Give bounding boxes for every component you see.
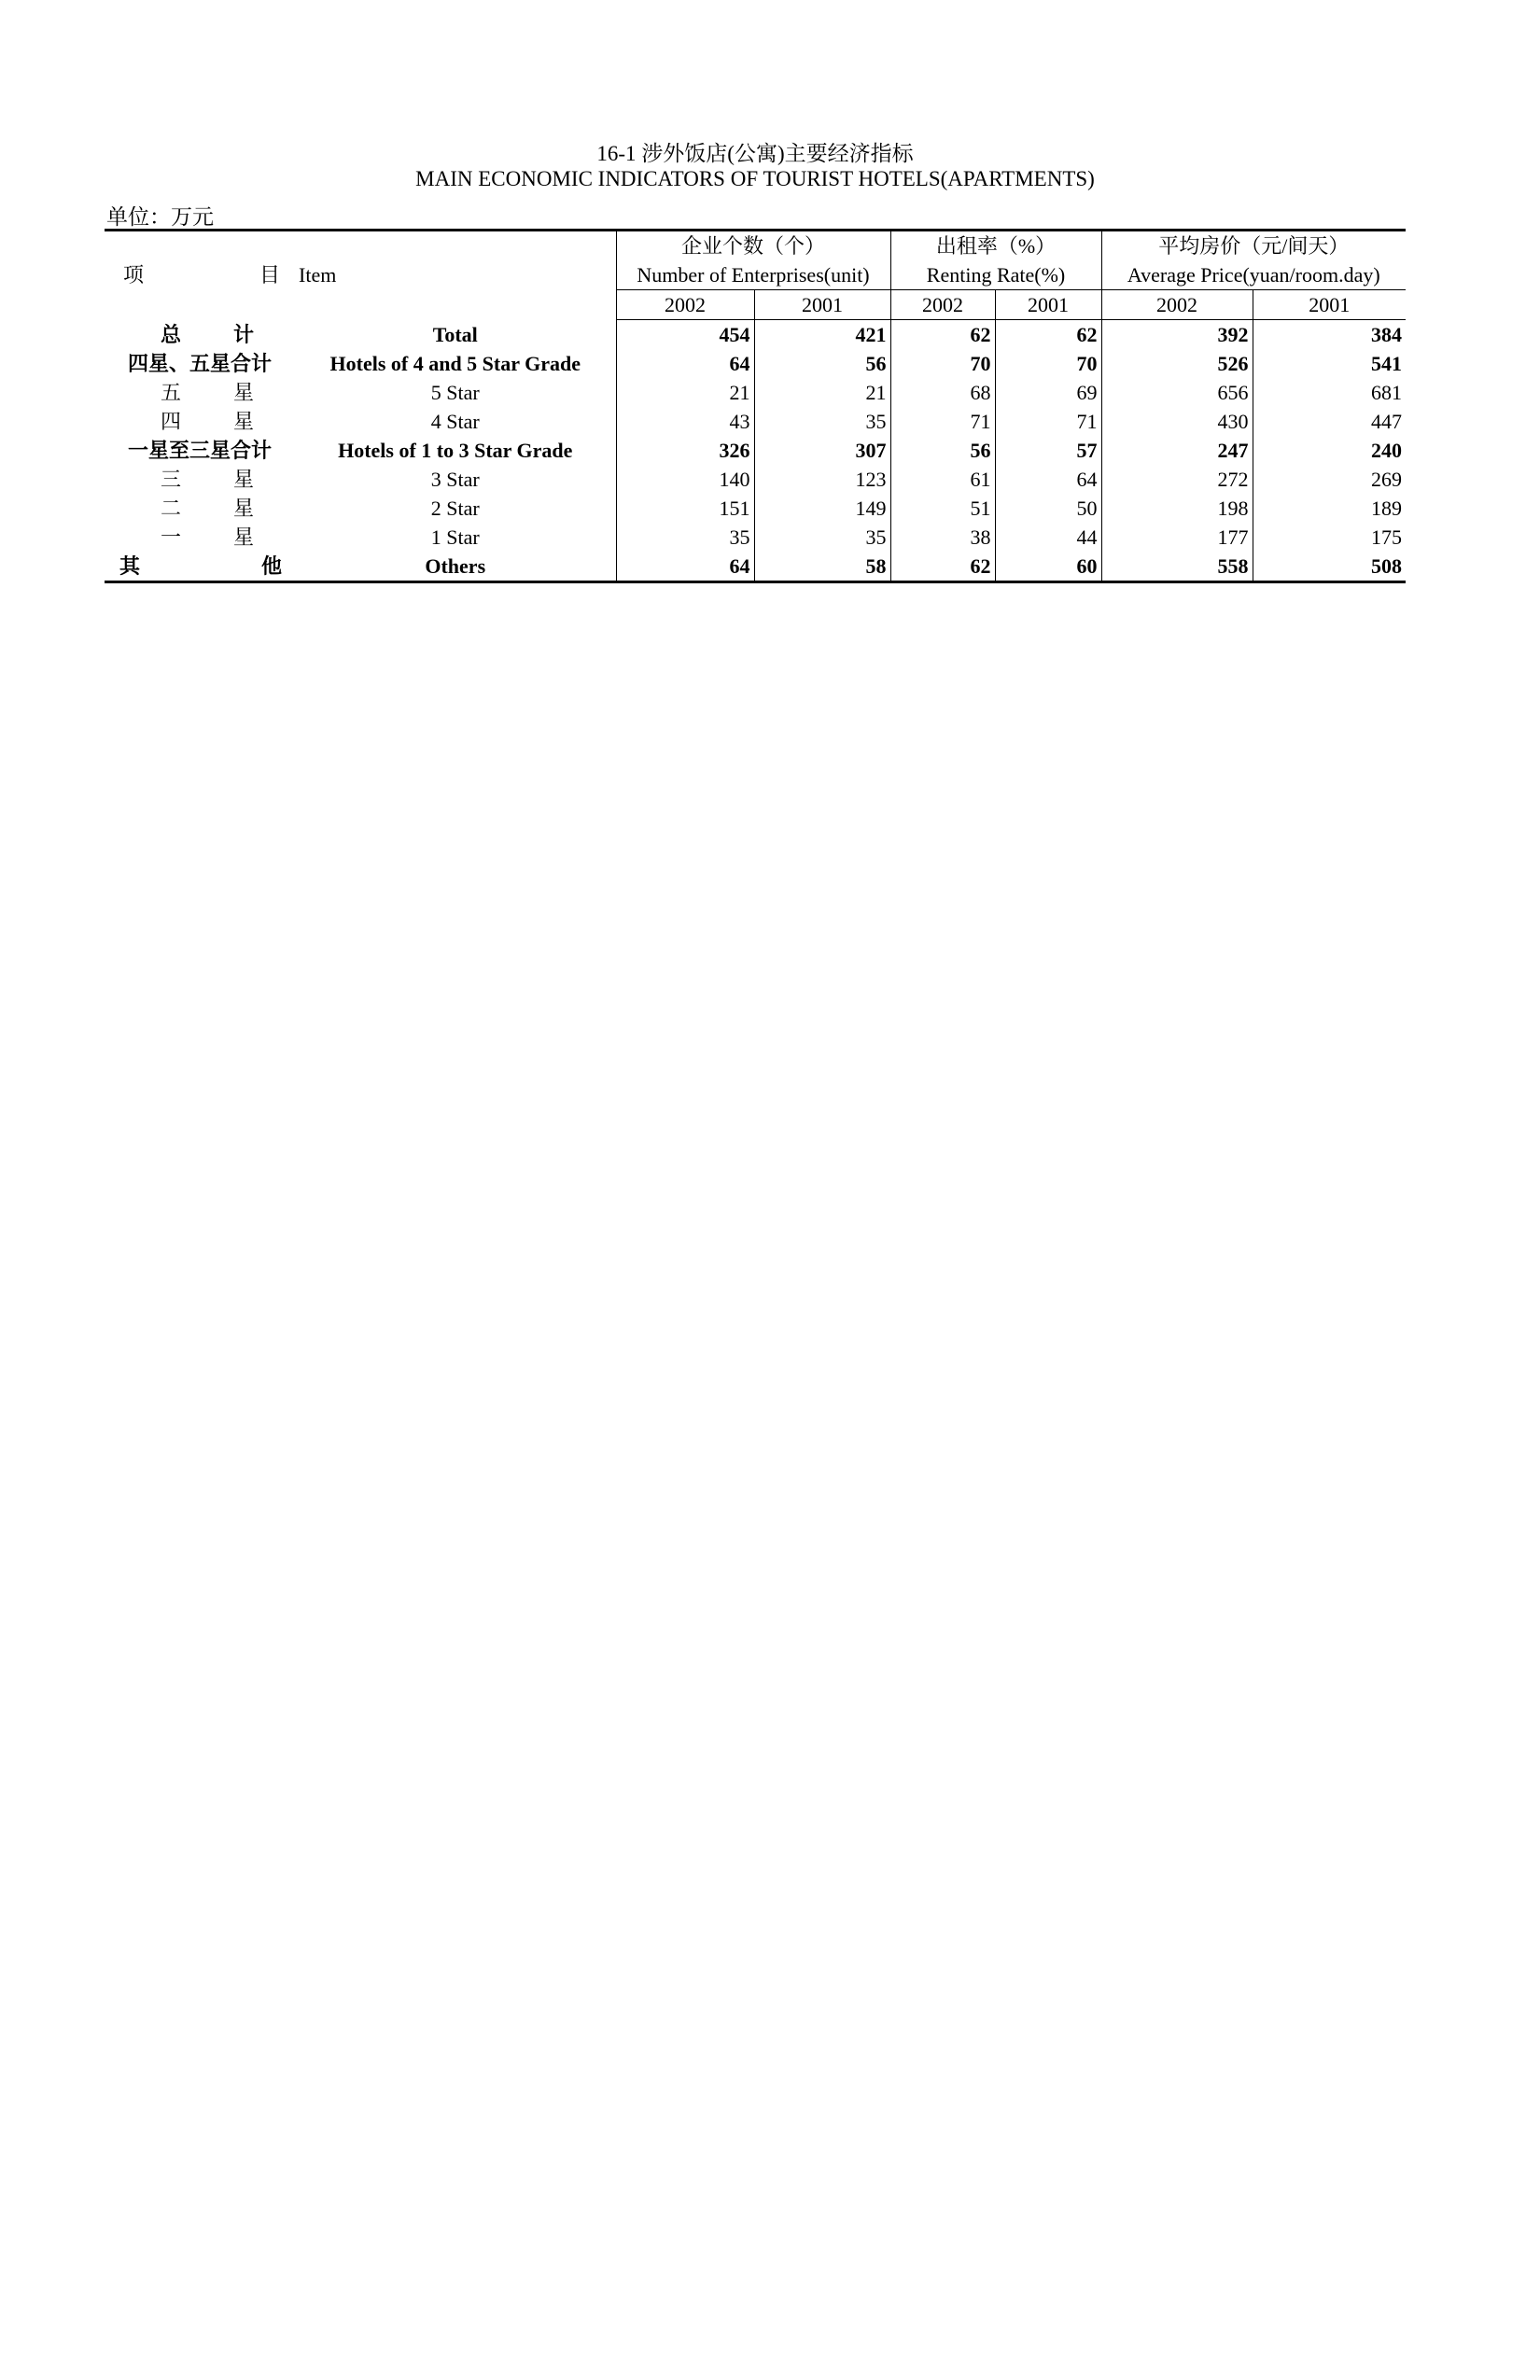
- header-average-price-cn: 平均房价（元/间天）: [1101, 231, 1406, 261]
- row-label-cn: 三 星: [161, 468, 254, 491]
- value-cell: 56: [890, 436, 995, 465]
- header-item-cn: 项 目: [123, 263, 280, 287]
- header-row-en: [105, 260, 1406, 290]
- value-cell: 64: [616, 349, 754, 378]
- row-label-cn: 二 星: [161, 497, 254, 520]
- row-label-cn: 总 计: [161, 322, 254, 346]
- table-row: [105, 552, 1406, 582]
- table-row: [105, 465, 1406, 494]
- value-cell: 71: [890, 407, 995, 436]
- row-label-en: Hotels of 1 to 3 Star Grade: [338, 439, 573, 462]
- header-enterprises-cn: 企业个数（个）: [616, 231, 890, 261]
- value-cell: 454: [616, 320, 754, 350]
- value-cell: 35: [754, 407, 890, 436]
- header-row-cn: [105, 231, 1406, 261]
- value-cell: 269: [1253, 465, 1406, 494]
- header-renting-rate-en: Renting Rate(%): [890, 260, 1101, 290]
- value-cell: 51: [890, 494, 995, 523]
- header-renting-rate-cn: 出租率（%）: [890, 231, 1101, 261]
- value-cell: 35: [754, 523, 890, 552]
- value-cell: 247: [1101, 436, 1253, 465]
- value-cell: 61: [890, 465, 995, 494]
- value-cell: 240: [1253, 436, 1406, 465]
- value-cell: 62: [890, 552, 995, 582]
- row-label-cn: 其 他: [119, 554, 282, 578]
- value-cell: 64: [995, 465, 1101, 494]
- row-label-en: 4 Star: [430, 410, 480, 433]
- value-cell: 58: [754, 552, 890, 582]
- year-cell: 2001: [754, 290, 890, 320]
- value-cell: 57: [995, 436, 1101, 465]
- value-cell: 43: [616, 407, 754, 436]
- year-cell: 2001: [995, 290, 1101, 320]
- value-cell: 384: [1253, 320, 1406, 350]
- value-cell: 392: [1101, 320, 1253, 350]
- row-label-cn: 一星至三星合计: [127, 439, 272, 462]
- value-cell: 149: [754, 494, 890, 523]
- row-label-en: Others: [295, 552, 616, 582]
- value-cell: 62: [995, 320, 1101, 350]
- value-cell: 44: [995, 523, 1101, 552]
- value-cell: 71: [995, 407, 1101, 436]
- year-cell: 2001: [1253, 290, 1406, 320]
- value-cell: 526: [1101, 349, 1253, 378]
- header-average-price-en: Average Price(yuan/room.day): [1101, 260, 1406, 290]
- value-cell: 140: [616, 465, 754, 494]
- value-cell: 56: [754, 349, 890, 378]
- row-label-cn: 一 星: [161, 525, 254, 549]
- page-title-en: MAIN ECONOMIC INDICATORS OF TOURIST HOTELS(APARTMENTS): [415, 167, 1095, 190]
- value-cell: 70: [890, 349, 995, 378]
- value-cell: 21: [616, 378, 754, 407]
- value-cell: 70: [995, 349, 1101, 378]
- value-cell: 50: [995, 494, 1101, 523]
- value-cell: 198: [1101, 494, 1253, 523]
- value-cell: 21: [754, 378, 890, 407]
- value-cell: 62: [890, 320, 995, 350]
- value-cell: 35: [616, 523, 754, 552]
- value-cell: 558: [1101, 552, 1253, 582]
- value-cell: 272: [1101, 465, 1253, 494]
- value-cell: 447: [1253, 407, 1406, 436]
- value-cell: 60: [995, 552, 1101, 582]
- value-cell: 69: [995, 378, 1101, 407]
- table-row: [105, 436, 1406, 465]
- unit-label: 单位：万元: [106, 205, 214, 229]
- row-label-cn: 四星、五星合计: [127, 352, 272, 375]
- value-cell: 326: [616, 436, 754, 465]
- table-row: [105, 407, 1406, 436]
- table-row: [105, 523, 1406, 552]
- year-cell: 2002: [616, 290, 754, 320]
- header-enterprises-en: Number of Enterprises(unit): [616, 260, 890, 290]
- table-row: [105, 320, 1406, 350]
- row-label-en: 5 Star: [430, 381, 480, 404]
- row-label-en: Hotels of 4 and 5 Star Grade: [329, 352, 581, 375]
- year-cell: 2002: [1101, 290, 1253, 320]
- header-item-en: Item: [299, 263, 337, 287]
- value-cell: 151: [616, 494, 754, 523]
- value-cell: 64: [616, 552, 754, 582]
- row-label-cn: 五 星: [161, 381, 254, 404]
- value-cell: 307: [754, 436, 890, 465]
- row-label-cn: 四 星: [161, 410, 254, 433]
- table-row: [105, 349, 1406, 378]
- row-label-en: 1 Star: [430, 525, 480, 549]
- value-cell: 541: [1253, 349, 1406, 378]
- indicators-table: [105, 229, 1406, 583]
- row-label-en: 2 Star: [430, 497, 480, 520]
- value-cell: 68: [890, 378, 995, 407]
- table-row: [105, 378, 1406, 407]
- value-cell: 430: [1101, 407, 1253, 436]
- value-cell: 189: [1253, 494, 1406, 523]
- year-cell: 2002: [890, 290, 995, 320]
- value-cell: 177: [1101, 523, 1253, 552]
- value-cell: 175: [1253, 523, 1406, 552]
- value-cell: 681: [1253, 378, 1406, 407]
- table-row: [105, 494, 1406, 523]
- header-row-years: [105, 290, 1406, 320]
- value-cell: 38: [890, 523, 995, 552]
- value-cell: 123: [754, 465, 890, 494]
- value-cell: 656: [1101, 378, 1253, 407]
- row-label-en: 3 Star: [430, 468, 480, 491]
- page-title-cn: 16-1 涉外饭店(公寓)主要经济指标: [596, 142, 914, 165]
- value-cell: 508: [1253, 552, 1406, 582]
- row-label-en: Total: [432, 322, 478, 346]
- value-cell: 421: [754, 320, 890, 350]
